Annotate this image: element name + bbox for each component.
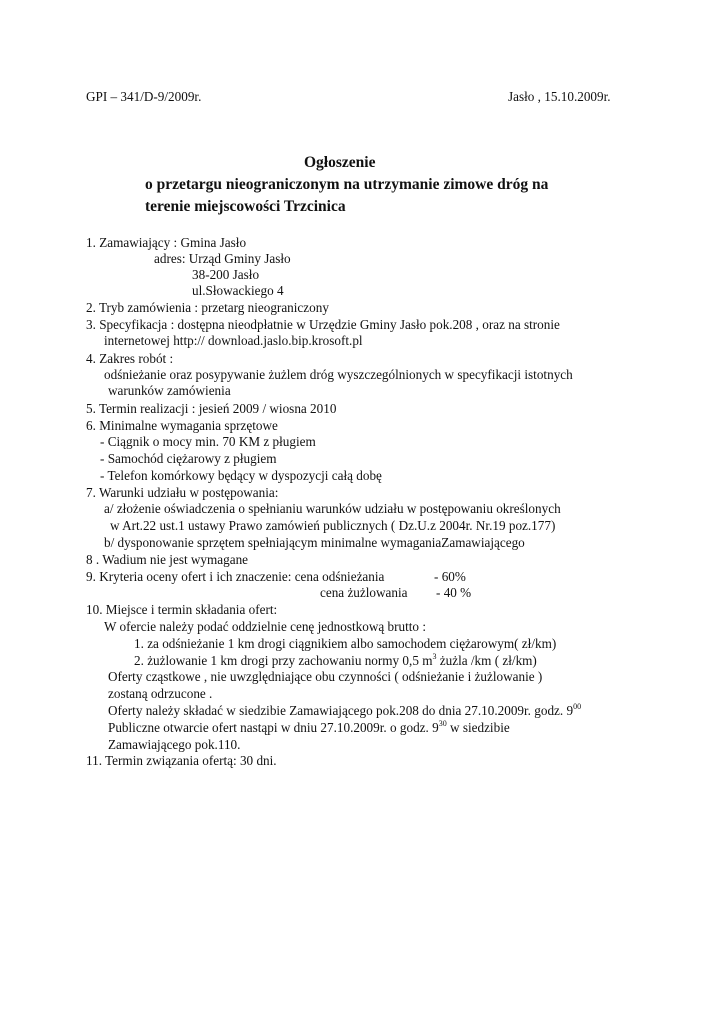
- item-4-scope-text: odśnieżanie oraz posypywanie żużlem dróg wyszczególnionych w specyfikacji istotnych: [104, 367, 573, 382]
- item-8-deposit: 8 . Wadium nie jest wymagane: [86, 552, 249, 567]
- submission-deadline: Oferty należy składać w siedzibie Zamawiającego pok.208 do dnia 27.10.2009r. godz. $9^{00}$: [108, 702, 582, 718]
- title-line-1: o przetargu nieograniczonym na utrzymanie zimowe dróg na: [145, 176, 549, 193]
- public-opening: Publiczne otwarcie ofert nastąpi w dniu 27.10.2009r. o godz. $9^{30}$ w siedzibie: [108, 719, 510, 735]
- item-11-binding-period: 11. Termin związania ofertą: 30 dni.: [86, 753, 277, 768]
- price-item-2: 2. żużlowanie 1 km drogi przy zachowaniu normy 0,5 $m^3$ żużla /km ( zł/km): [134, 652, 537, 668]
- offer-price-instruction: W ofercie należy podać oddzielnie cenę jednostkową brutto :: [104, 619, 426, 634]
- price-item-1: 1. za odśnieżanie 1 km drogi ciągnikiem albo samochodem ciężarowym( zł/km): [134, 636, 557, 651]
- item-3-website: internetowej http:// download.jaslo.bip.krosoft.pl: [104, 333, 363, 348]
- condition-b: b/ dysponowanie sprzętem spełniającym minimalne wymaganiaZamawiającego: [104, 535, 525, 550]
- item-3-specification: 3. Specyfikacja : dostępna nieodpłatnie w Urzędzie Gminy Jasło pok.208 , oraz na stronie: [86, 317, 560, 332]
- public-opening-cont: Zamawiającego pok.110.: [108, 737, 241, 752]
- title-line-2: terenie miejscowości Trzcinica: [145, 198, 346, 215]
- item-4-scope-heading: 4. Zakres robót :: [86, 351, 174, 366]
- item-7-conditions-heading: 7. Warunki udziału w postępowania:: [86, 485, 279, 500]
- item-6-equipment-heading: 6. Minimalne wymagania sprzętowe: [86, 418, 278, 433]
- address-postal-code: 38-200 Jasło: [192, 267, 260, 282]
- item-4-scope-text-cont: warunków zamówienia: [108, 383, 231, 398]
- equipment-tractor: - Ciągnik o mocy min. 70 KM z pługiem: [100, 434, 316, 449]
- item-9-criteria: 9. Kryteria oceny ofert i ich znaczenie: cena odśnieżania: [86, 569, 385, 584]
- document-heading: Ogłoszenie: [304, 154, 376, 171]
- partial-offers-note: Oferty cząstkowe , nie uwzględniające obu czynności ( odśnieżanie i żużlowanie ): [108, 669, 543, 684]
- criteria-weight-gravel: - 40 %: [436, 585, 472, 600]
- condition-a: a/ złożenie oświadczenia o spełnianiu warunków udziału w postępowaniu określonych: [104, 501, 561, 516]
- partial-offers-note-cont: zostaną odrzucone .: [108, 686, 213, 701]
- item-5-term: 5. Termin realizacji : jesień 2009 / wiosna 2010: [86, 401, 337, 416]
- address-label-line: adres: Urząd Gminy Jasło: [154, 251, 291, 266]
- condition-a-cont: w Art.22 ust.1 ustawy Prawo zamówień publicznych ( Dz.U.z 2004r. Nr.19 poz.177): [110, 518, 556, 533]
- item-1-contracting-authority: 1. Zamawiający : Gmina Jasło: [86, 235, 247, 250]
- equipment-truck: - Samochód ciężarowy z pługiem: [100, 451, 277, 466]
- criteria-gravel-label: cena żużlowania: [320, 585, 408, 600]
- item-10-heading: 10. Miejsce i termin składania ofert:: [86, 602, 278, 617]
- address-street: ul.Słowackiego 4: [192, 283, 284, 298]
- equipment-phone: - Telefon komórkowy będący w dyspozycji całą dobę: [100, 468, 382, 483]
- criteria-weight-snow: - 60%: [434, 569, 466, 584]
- document-reference: GPI – 341/D-9/2009r.: [86, 89, 202, 104]
- place-date: Jasło , 15.10.2009r.: [508, 89, 611, 104]
- item-2-procedure-type: 2. Tryb zamówienia : przetarg nieograniczony: [86, 300, 329, 315]
